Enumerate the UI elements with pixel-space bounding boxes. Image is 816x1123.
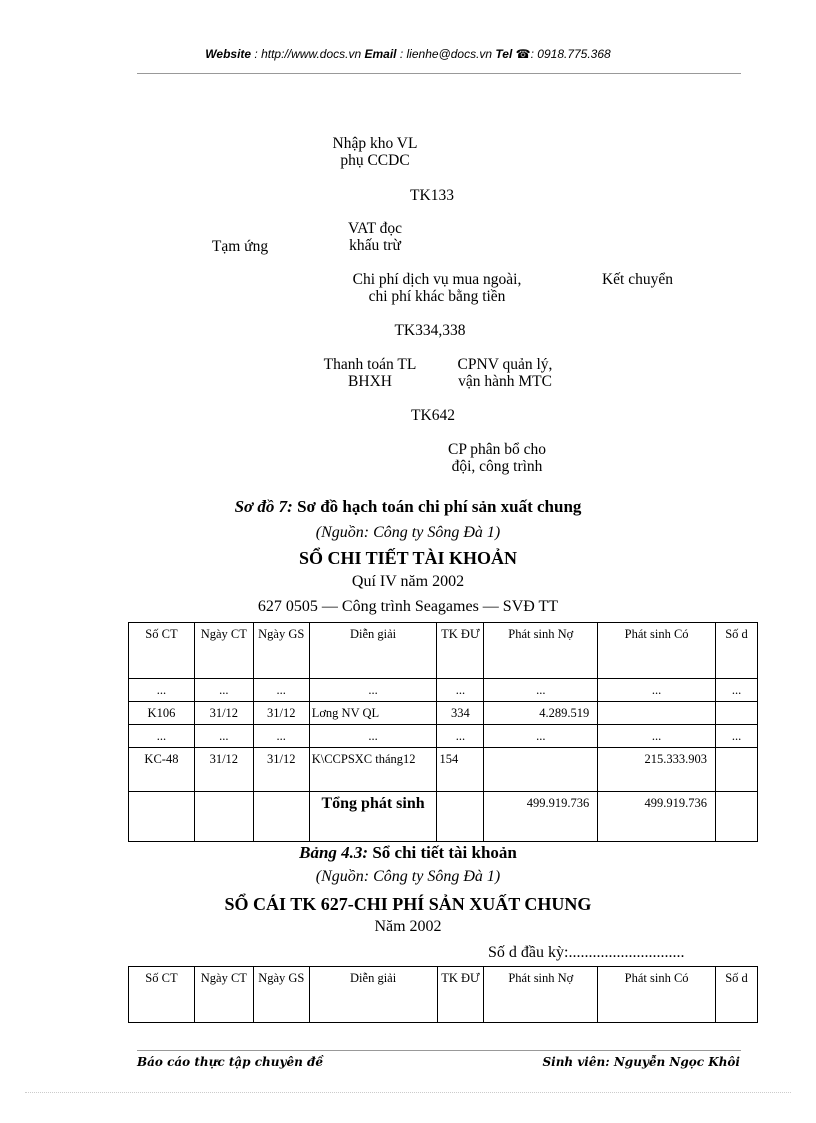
table-cell	[194, 792, 253, 842]
table-cell: 499.919.736	[484, 792, 598, 842]
column-header: Ngày GS	[253, 623, 309, 679]
table-cell: 215.333.903	[598, 748, 716, 792]
page-header	[0, 47, 816, 61]
column-header: Phát sinh Có	[598, 967, 716, 1023]
table-cell: ...	[309, 725, 437, 748]
diagram-text: chi phí khác bằng tiền	[368, 288, 506, 305]
table-cell: ...	[716, 679, 758, 702]
table-cell: ...	[129, 679, 195, 702]
diagram-label-nhap-kho	[305, 135, 445, 169]
column-header: Số CT	[129, 967, 195, 1023]
tel-value: : 0918.775.368	[530, 47, 611, 61]
table-cell: KC-48	[129, 748, 195, 792]
table-cell	[598, 702, 716, 725]
table-caption	[0, 843, 816, 863]
diagram-label-thanh-toan	[310, 356, 430, 390]
table-cell: ...	[716, 725, 758, 748]
table-cell	[716, 702, 758, 725]
table-cell: 154	[437, 748, 484, 792]
opening-balance: Số d đầu kỳ:.............................	[488, 944, 685, 961]
section-title-so-cai: SỔ CÁI TK 627-CHI PHÍ SẢN XUẤT CHUNG	[224, 894, 592, 914]
table-cell: ...	[437, 725, 484, 748]
table-cell	[437, 792, 484, 842]
general-ledger-table	[128, 966, 758, 1023]
column-header: Số d	[716, 623, 758, 679]
diagram-label-chi-phi-dv	[337, 271, 537, 305]
website-value[interactable]: : http://www.docs.vn	[254, 47, 362, 61]
diagram-label-cpnv	[440, 356, 570, 390]
column-header: Phát sinh Nợ	[484, 623, 598, 679]
column-header: Ngày CT	[194, 967, 253, 1023]
diagram-text: Nhập kho VL	[332, 135, 418, 152]
footer-left: Báo cáo thực tập chuyên đề	[137, 1055, 324, 1069]
section-subtitle: Quí IV năm 2002	[351, 573, 465, 590]
tel-label: Tel	[495, 47, 513, 61]
table-cell: 31/12	[194, 702, 253, 725]
diagram-text: VAT đọc	[347, 220, 403, 237]
table-cell: Lơng NV QL	[309, 702, 437, 725]
diagram-text: CPNV quản lý,	[457, 356, 553, 373]
diagram-source: (Nguồn: Công ty Sông Đà 1)	[315, 524, 501, 541]
table-header-row	[129, 623, 758, 679]
diagram-label-cp-phan-bo	[437, 441, 557, 475]
detail-ledger-table	[128, 622, 758, 842]
table-cell: 31/12	[253, 748, 309, 792]
diagram-text: Chi phí dịch vụ mua ngoài,	[352, 271, 522, 288]
header-divider	[137, 73, 741, 74]
table-row	[129, 679, 758, 702]
table-cell: 334	[437, 702, 484, 725]
table-row	[129, 748, 758, 792]
table-row	[129, 702, 758, 725]
table-cell	[484, 748, 598, 792]
column-header: Ngày GS	[253, 967, 309, 1023]
table-cell: 4.289.519	[484, 702, 598, 725]
column-header: Số d	[716, 967, 758, 1023]
table-cell: ...	[598, 679, 716, 702]
table-cell: ...	[253, 679, 309, 702]
diagram-label-vat	[320, 220, 430, 254]
table-cell	[129, 792, 195, 842]
diagram-text: phụ CCDC	[340, 152, 410, 169]
table-cell: ...	[253, 725, 309, 748]
table-cell	[253, 792, 309, 842]
table-cell: Tổng phát sinh	[309, 792, 437, 842]
section-title-so-chi-tiet: SỔ CHI TIẾT TÀI KHOẢN	[298, 548, 518, 568]
diagram-label-tk642: TK642	[411, 407, 455, 424]
email-label: Email	[364, 47, 397, 61]
table-header-row	[129, 967, 758, 1023]
section-subtitle: Năm 2002	[374, 918, 442, 935]
account-line: 627 0505 — Công trình Seagames — SVĐ TT	[257, 598, 559, 615]
table-cell: ...	[309, 679, 437, 702]
caption-text: Sổ chi tiết tài khoản	[372, 843, 517, 862]
table-row	[129, 725, 758, 748]
diagram-caption	[0, 497, 816, 517]
email-value[interactable]: : lienhe@docs.vn	[399, 47, 493, 61]
diagram-label-ket-chuyen: Kết chuyển	[601, 271, 673, 288]
table-cell: ...	[598, 725, 716, 748]
table-cell: K106	[129, 702, 195, 725]
table-cell: 31/12	[253, 702, 309, 725]
column-header: TK ĐƯ	[437, 623, 484, 679]
table-cell	[716, 792, 758, 842]
caption-label: Sơ đồ 7:	[234, 497, 293, 516]
column-header: Ngày CT	[194, 623, 253, 679]
column-header: Diễn giải	[309, 967, 437, 1023]
column-header: Phát sinh Nợ	[484, 967, 598, 1023]
caption-label: Bảng 4.3:	[299, 843, 369, 862]
table-cell: ...	[194, 725, 253, 748]
diagram-text: BHXH	[348, 373, 392, 390]
table-source: (Nguồn: Công ty Sông Đà 1)	[315, 868, 501, 885]
caption-text: Sơ đồ hạch toán chi phí sản xuất chung	[297, 497, 582, 516]
footer-divider	[137, 1050, 741, 1051]
table-total-row	[129, 792, 758, 842]
diagram-label-tam-ung: Tạm ứng	[211, 238, 269, 255]
website-label: Website	[205, 47, 252, 61]
column-header: TK ĐƯ	[437, 967, 484, 1023]
table-cell: ...	[484, 679, 598, 702]
diagram-text: đội, công trình	[451, 458, 543, 475]
table-cell	[716, 748, 758, 792]
table-cell: ...	[484, 725, 598, 748]
column-header: Số CT	[129, 623, 195, 679]
diagram-text: CP phân bổ cho	[447, 441, 547, 458]
table-cell: ...	[194, 679, 253, 702]
table-cell: 31/12	[194, 748, 253, 792]
diagram-label-tk133: TK133	[410, 187, 454, 204]
phone-icon: ☎	[515, 47, 531, 61]
page-edge	[25, 1092, 791, 1093]
diagram-text: Thanh toán TL	[323, 356, 417, 373]
diagram-text: vận hành MTC	[458, 373, 552, 390]
diagram-text: khấu trừ	[349, 237, 401, 254]
table-cell: ...	[129, 725, 195, 748]
column-header: Diễn giải	[309, 623, 437, 679]
footer-right: Sinh viên: Nguyễn Ngọc Khôi	[542, 1055, 740, 1069]
column-header: Phát sinh Có	[598, 623, 716, 679]
table-cell: 499.919.736	[598, 792, 716, 842]
diagram-label-tk334: TK334,338	[394, 322, 466, 339]
table-cell: K\CCPSXC tháng12	[309, 748, 437, 792]
table-cell: ...	[437, 679, 484, 702]
